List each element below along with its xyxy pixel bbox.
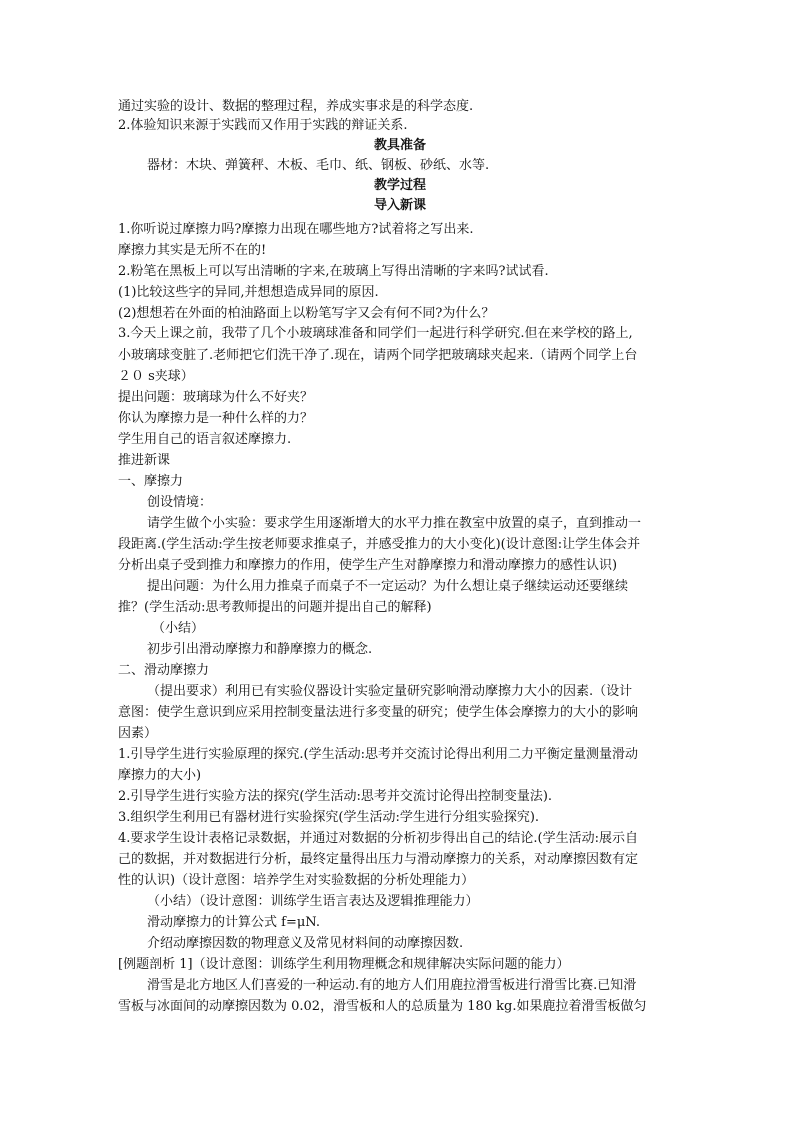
text-line: 提出问题：玻璃球为什么不好夹？: [118, 390, 314, 405]
text-line: 4.要求学生设计表格记录数据，并通过对数据的分析初步得出自己的结论.(学生活动:展示自: [118, 831, 638, 846]
text-line: 意图：使学生意识到应采用控制变量法进行多变量的研究；使学生体会摩擦力的大小的影响: [118, 705, 639, 720]
text-line: 段距离.(学生活动:学生按老师要求推桌子，并感受推力的大小变化)(设计意图:让学生体会并: [118, 537, 641, 552]
text-line: （提出要求）利用已有实验仪器设计实验定量研究影响滑动摩擦力大小的因素.（设计: [147, 684, 633, 699]
text-line: ２０ s夹球）: [118, 369, 194, 384]
text-line: (2)想想若在外面的柏油路面上以粉笔写字又会有何不同?为什么？: [118, 306, 495, 321]
text-line: 二、滑动摩擦力: [118, 663, 210, 678]
text-line: 你认为摩擦力是一种什么样的力？: [118, 411, 314, 426]
text-line: 因素）: [118, 726, 158, 741]
text-line: [例题剖析 1]（设计意图：训练学生利用物理概念和规律解决实际问题的能力）: [118, 957, 570, 972]
text-line: 3.今天上课之前，我带了几个小玻璃球准备和同学们一起进行科学研究.但在来学校的路上,: [118, 326, 633, 341]
text-line: 推？(学生活动:思考教师提出的问题并提出自己的解释): [118, 600, 432, 615]
text-line: （小结）: [152, 621, 205, 636]
text-line: 器材：木块、弹簧秤、木板、毛巾、纸、钢板、砂纸、水等.: [147, 158, 490, 173]
text-line: 学生用自己的语言叙述摩擦力.: [118, 432, 292, 447]
section-heading: 导入新课: [373, 198, 426, 213]
text-line: 己的数据，并对数据进行分析，最终定量得出压力与滑动摩擦力的关系，对动摩擦因数有定: [118, 852, 639, 867]
section-heading: 教学过程: [373, 178, 426, 193]
text-line: 提出问题：为什么用力推桌子而桌子不一定运动？为什么想让桌子继续运动还要继续: [147, 579, 629, 594]
text-line: 分析出桌子受到推力和摩擦力的作用，使学生产生对静摩擦力和滑动摩擦力的感性认识): [118, 558, 618, 573]
text-line: 2.粉笔在黑板上可以写出清晰的字来,在玻璃上写得出清晰的字来吗?试试看.: [118, 264, 549, 279]
text-line: 滑动摩擦力的计算公式 f=μN.: [147, 915, 320, 930]
text-line: 1.引导学生进行实验原理的探究.(学生活动:思考并交流讨论得出利用二力平衡定量测量滑动: [118, 747, 638, 762]
text-line: (1)比较这些字的异同,并想想造成异同的原因.: [118, 285, 379, 300]
text-line: 3.组织学生利用已有器材进行实验探究(学生活动:学生进行分组实验探究).: [118, 810, 540, 825]
section-heading: 教具准备: [373, 138, 426, 153]
text-line: 推进新课: [118, 453, 171, 468]
text-line: 雪板与冰面间的动摩擦因数为 0.02，滑雪板和人的总质量为 180 kg.如果鹿拉着滑雪板做匀: [118, 999, 647, 1014]
text-line: 介绍动摩擦因数的物理意义及常见材料间的动摩擦因数.: [147, 936, 464, 951]
text-line: 性的认识)（设计意图：培养学生对实验数据的分析处理能力）: [118, 873, 475, 888]
text-line: 滑雪是北方地区人们喜爱的一种运动.有的地方人们用鹿拉滑雪板进行滑雪比赛.已知滑: [147, 978, 637, 993]
text-line: 一、摩擦力: [118, 474, 184, 489]
text-line: （小结）（设计意图：训练学生语言表达及逻辑推理能力）: [147, 894, 479, 909]
text-line: 摩擦力其实是无所不在的!: [118, 243, 267, 258]
text-line: 2.引导学生进行实验方法的探究(学生活动:思考并交流讨论得出控制变量法).: [118, 789, 553, 804]
text-line: 创设情境：: [147, 495, 213, 510]
text-line: 请学生做个小实验：要求学生用逐渐增大的水平力推在教室中放置的桌子，直到推动一: [147, 516, 642, 531]
text-line: 1.你听说过摩擦力吗?摩擦力出现在哪些地方?试着将之写出来.: [118, 222, 474, 237]
text-line: 2.体验知识来源于实践而又作用于实践的辩证关系.: [118, 118, 408, 133]
text-line: 初步引出滑动摩擦力和静摩擦力的概念.: [147, 642, 373, 657]
text-line: 通过实验的设计、数据的整理过程，养成实事求是的科学态度.: [118, 99, 474, 114]
text-line: 小玻璃球变脏了.老师把它们洗干净了.现在，请两个同学把玻璃球夹起来.（请两个同学上台: [118, 348, 638, 363]
text-line: 摩擦力的大小): [118, 768, 202, 783]
